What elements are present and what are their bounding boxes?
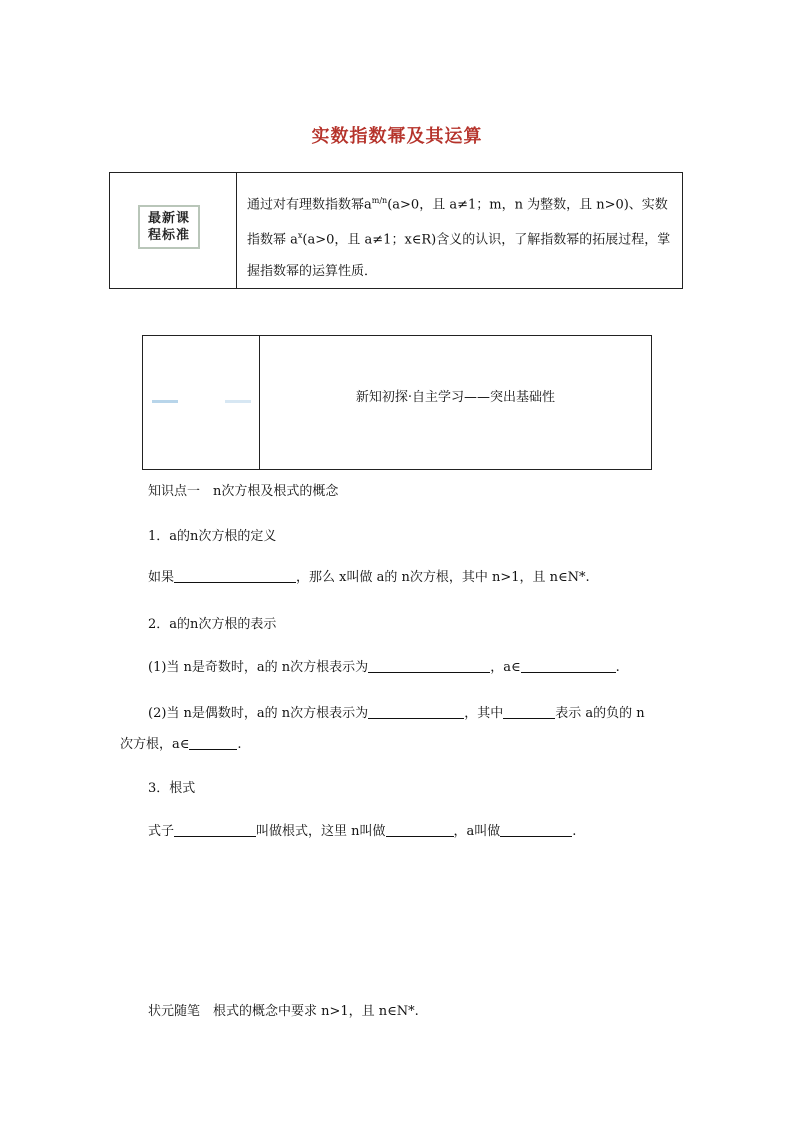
fill-blank[interactable] [174, 824, 256, 837]
curriculum-standard-badge [138, 205, 200, 249]
text-segment: (1)当 n是奇数时，a的 n次方根表示为 [148, 660, 369, 675]
side-note: 状元随笔 根式的概念中要求 n>1，且 n∈N*. [148, 1004, 419, 1019]
text-segment: 表示 a的负的 n [555, 706, 645, 721]
fill-blank[interactable] [368, 660, 490, 673]
text-segment: ，a∈ [490, 660, 521, 675]
fill-blank[interactable] [189, 737, 237, 750]
text-segment: ，a叫做 [453, 824, 501, 839]
section-header-box [142, 335, 652, 470]
item-1-title: 1．a的n次方根的定义 [148, 529, 277, 544]
fill-blank[interactable] [521, 660, 616, 673]
item-2-2-text-continued [120, 733, 242, 752]
decorative-bar [152, 400, 178, 403]
decorative-bar [225, 400, 251, 403]
text-segment: . [615, 660, 620, 675]
text-segment: ，那么 x叫做 a的 n次方根，其中 n>1，且 n∈N*. [296, 570, 590, 585]
item-2-2-text [148, 702, 645, 721]
exponent-m-over-n: m/n [371, 196, 388, 205]
section-image-cell [143, 336, 260, 469]
fill-blank[interactable] [368, 706, 464, 719]
section-title: 新知初探·自主学习——突出基础性 [355, 390, 556, 405]
page-title: 实数指数幂及其运算 [311, 126, 483, 147]
text-segment: ，其中 [464, 706, 504, 721]
item-3-title: 3．根式 [148, 781, 196, 796]
exponent-x: x [297, 231, 303, 241]
curriculum-standard-box [109, 172, 683, 289]
knowledge-point-heading: 知识点一 n次方根及根式的概念 [148, 484, 339, 499]
item-2-title: 2．a的n次方根的表示 [148, 617, 277, 632]
text-segment: 叫做根式，这里 n叫做 [256, 824, 386, 839]
fill-blank[interactable] [503, 706, 555, 719]
standard-label-cell [110, 173, 237, 288]
standard-description [247, 185, 677, 287]
standard-text-part-1: 通过对有理数指数幂a [247, 197, 372, 213]
fill-blank[interactable] [386, 824, 454, 837]
text-segment: 次方根，a∈ [120, 737, 190, 752]
item-1-text [148, 566, 590, 585]
text-segment: . [237, 737, 242, 752]
text-segment: 如果 [148, 570, 175, 585]
text-segment: . [572, 824, 577, 839]
item-2-1-text [148, 656, 620, 675]
fill-blank[interactable] [500, 824, 572, 837]
badge-line-1: 最新课 [147, 211, 190, 226]
standard-text-part-3: (a>0，且 a≠1；x∈R)含义的认识，了解指数幂的拓展过程，掌握指数幂的运算性质． [247, 232, 671, 279]
badge-line-2: 程标准 [147, 228, 190, 243]
text-segment: (2)当 n是偶数时，a的 n次方根表示为 [148, 706, 369, 721]
fill-blank[interactable] [174, 570, 296, 583]
text-segment: 式子 [148, 824, 175, 839]
item-3-text [148, 820, 576, 839]
standard-text-part-2: (a>0，且 a≠1；m，n 为整数，且 n>0)、实数指数幂 a [247, 197, 668, 248]
